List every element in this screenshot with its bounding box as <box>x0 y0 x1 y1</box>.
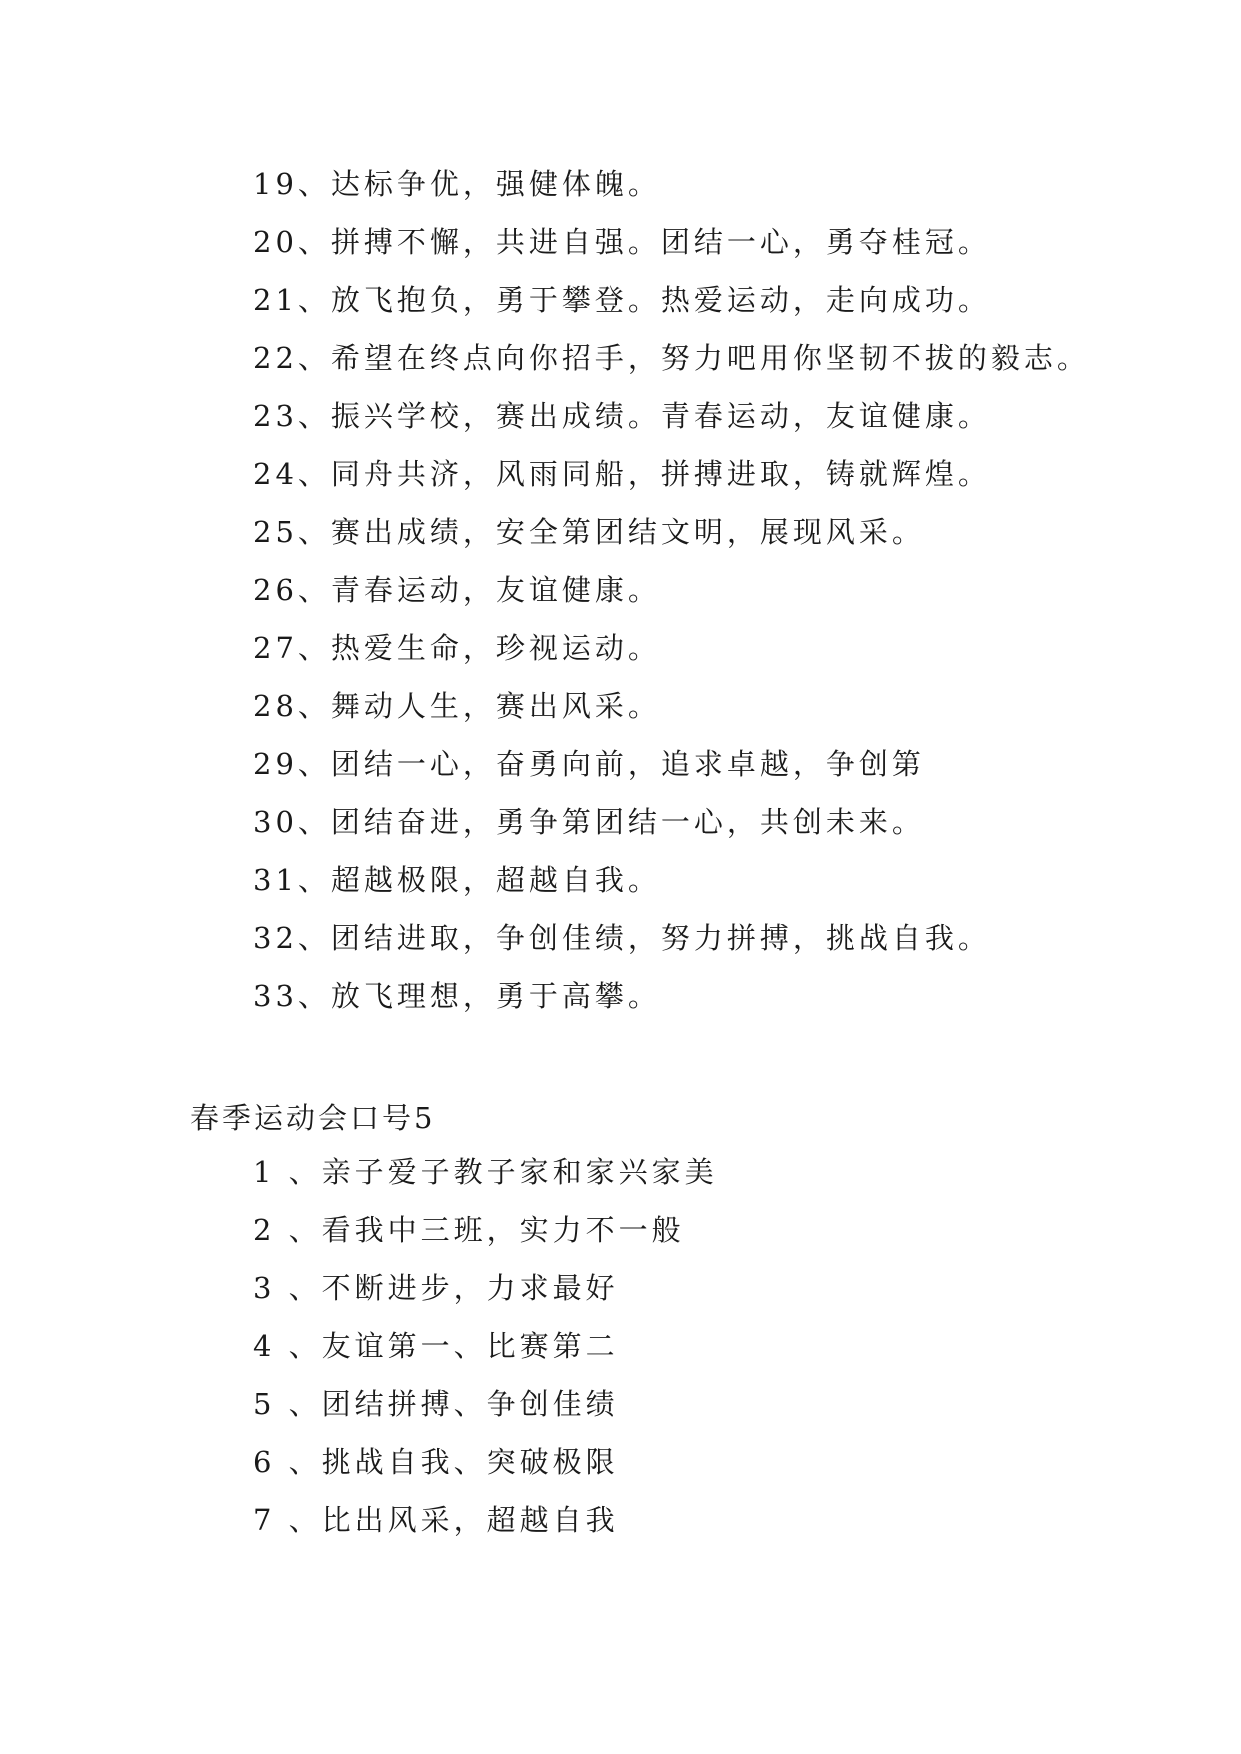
slogan-list-5 <box>253 1143 718 1549</box>
slogan-list-continued <box>253 155 1090 1025</box>
list-item: 7 、比出风采，超越自我 <box>253 1503 619 1537</box>
list-item: 28、舞动人生，赛出风采。 <box>253 689 661 723</box>
list-item: 29、团结一心，奋勇向前，追求卓越，争创第 <box>253 747 925 781</box>
list-item: 21、放飞抱负，勇于攀登。热爱运动，走向成功。 <box>253 283 991 317</box>
list-item: 24、同舟共济，风雨同船，拼搏进取，铸就辉煌。 <box>253 457 991 491</box>
list-item: 5 、团结拼搏、争创佳绩 <box>253 1387 619 1421</box>
list-item: 3 、不断进步，力求最好 <box>253 1271 619 1305</box>
list-item: 20、拼搏不懈，共进自强。团结一心，勇夺桂冠。 <box>253 225 991 259</box>
list-item: 23、振兴学校，赛出成绩。青春运动，友谊健康。 <box>253 399 991 433</box>
list-item: 2 、看我中三班，实力不一般 <box>253 1213 685 1247</box>
list-item: 4 、友谊第一、比赛第二 <box>253 1329 619 1363</box>
list-item: 25、赛出成绩，安全第团结文明，展现风采。 <box>253 515 925 549</box>
list-item: 33、放飞理想，勇于高攀。 <box>253 979 661 1013</box>
list-item: 1 、亲子爱子教子家和家兴家美 <box>253 1155 718 1189</box>
list-item: 6 、挑战自我、突破极限 <box>253 1445 619 1479</box>
list-item: 22、希望在终点向你招手，努力吧用你坚韧不拔的毅志。 <box>253 341 1090 375</box>
list-item: 26、青春运动，友谊健康。 <box>253 573 661 607</box>
list-item: 31、超越极限，超越自我。 <box>253 863 661 897</box>
list-item: 30、团结奋进，勇争第团结一心，共创未来。 <box>253 805 925 839</box>
list-item: 32、团结进取，争创佳绩，努力拼搏，挑战自我。 <box>253 921 991 955</box>
section-heading: 春季运动会口号5 <box>190 1101 436 1135</box>
list-item: 19、达标争优，强健体魄。 <box>253 167 661 201</box>
list-item: 27、热爱生命，珍视运动。 <box>253 631 661 665</box>
